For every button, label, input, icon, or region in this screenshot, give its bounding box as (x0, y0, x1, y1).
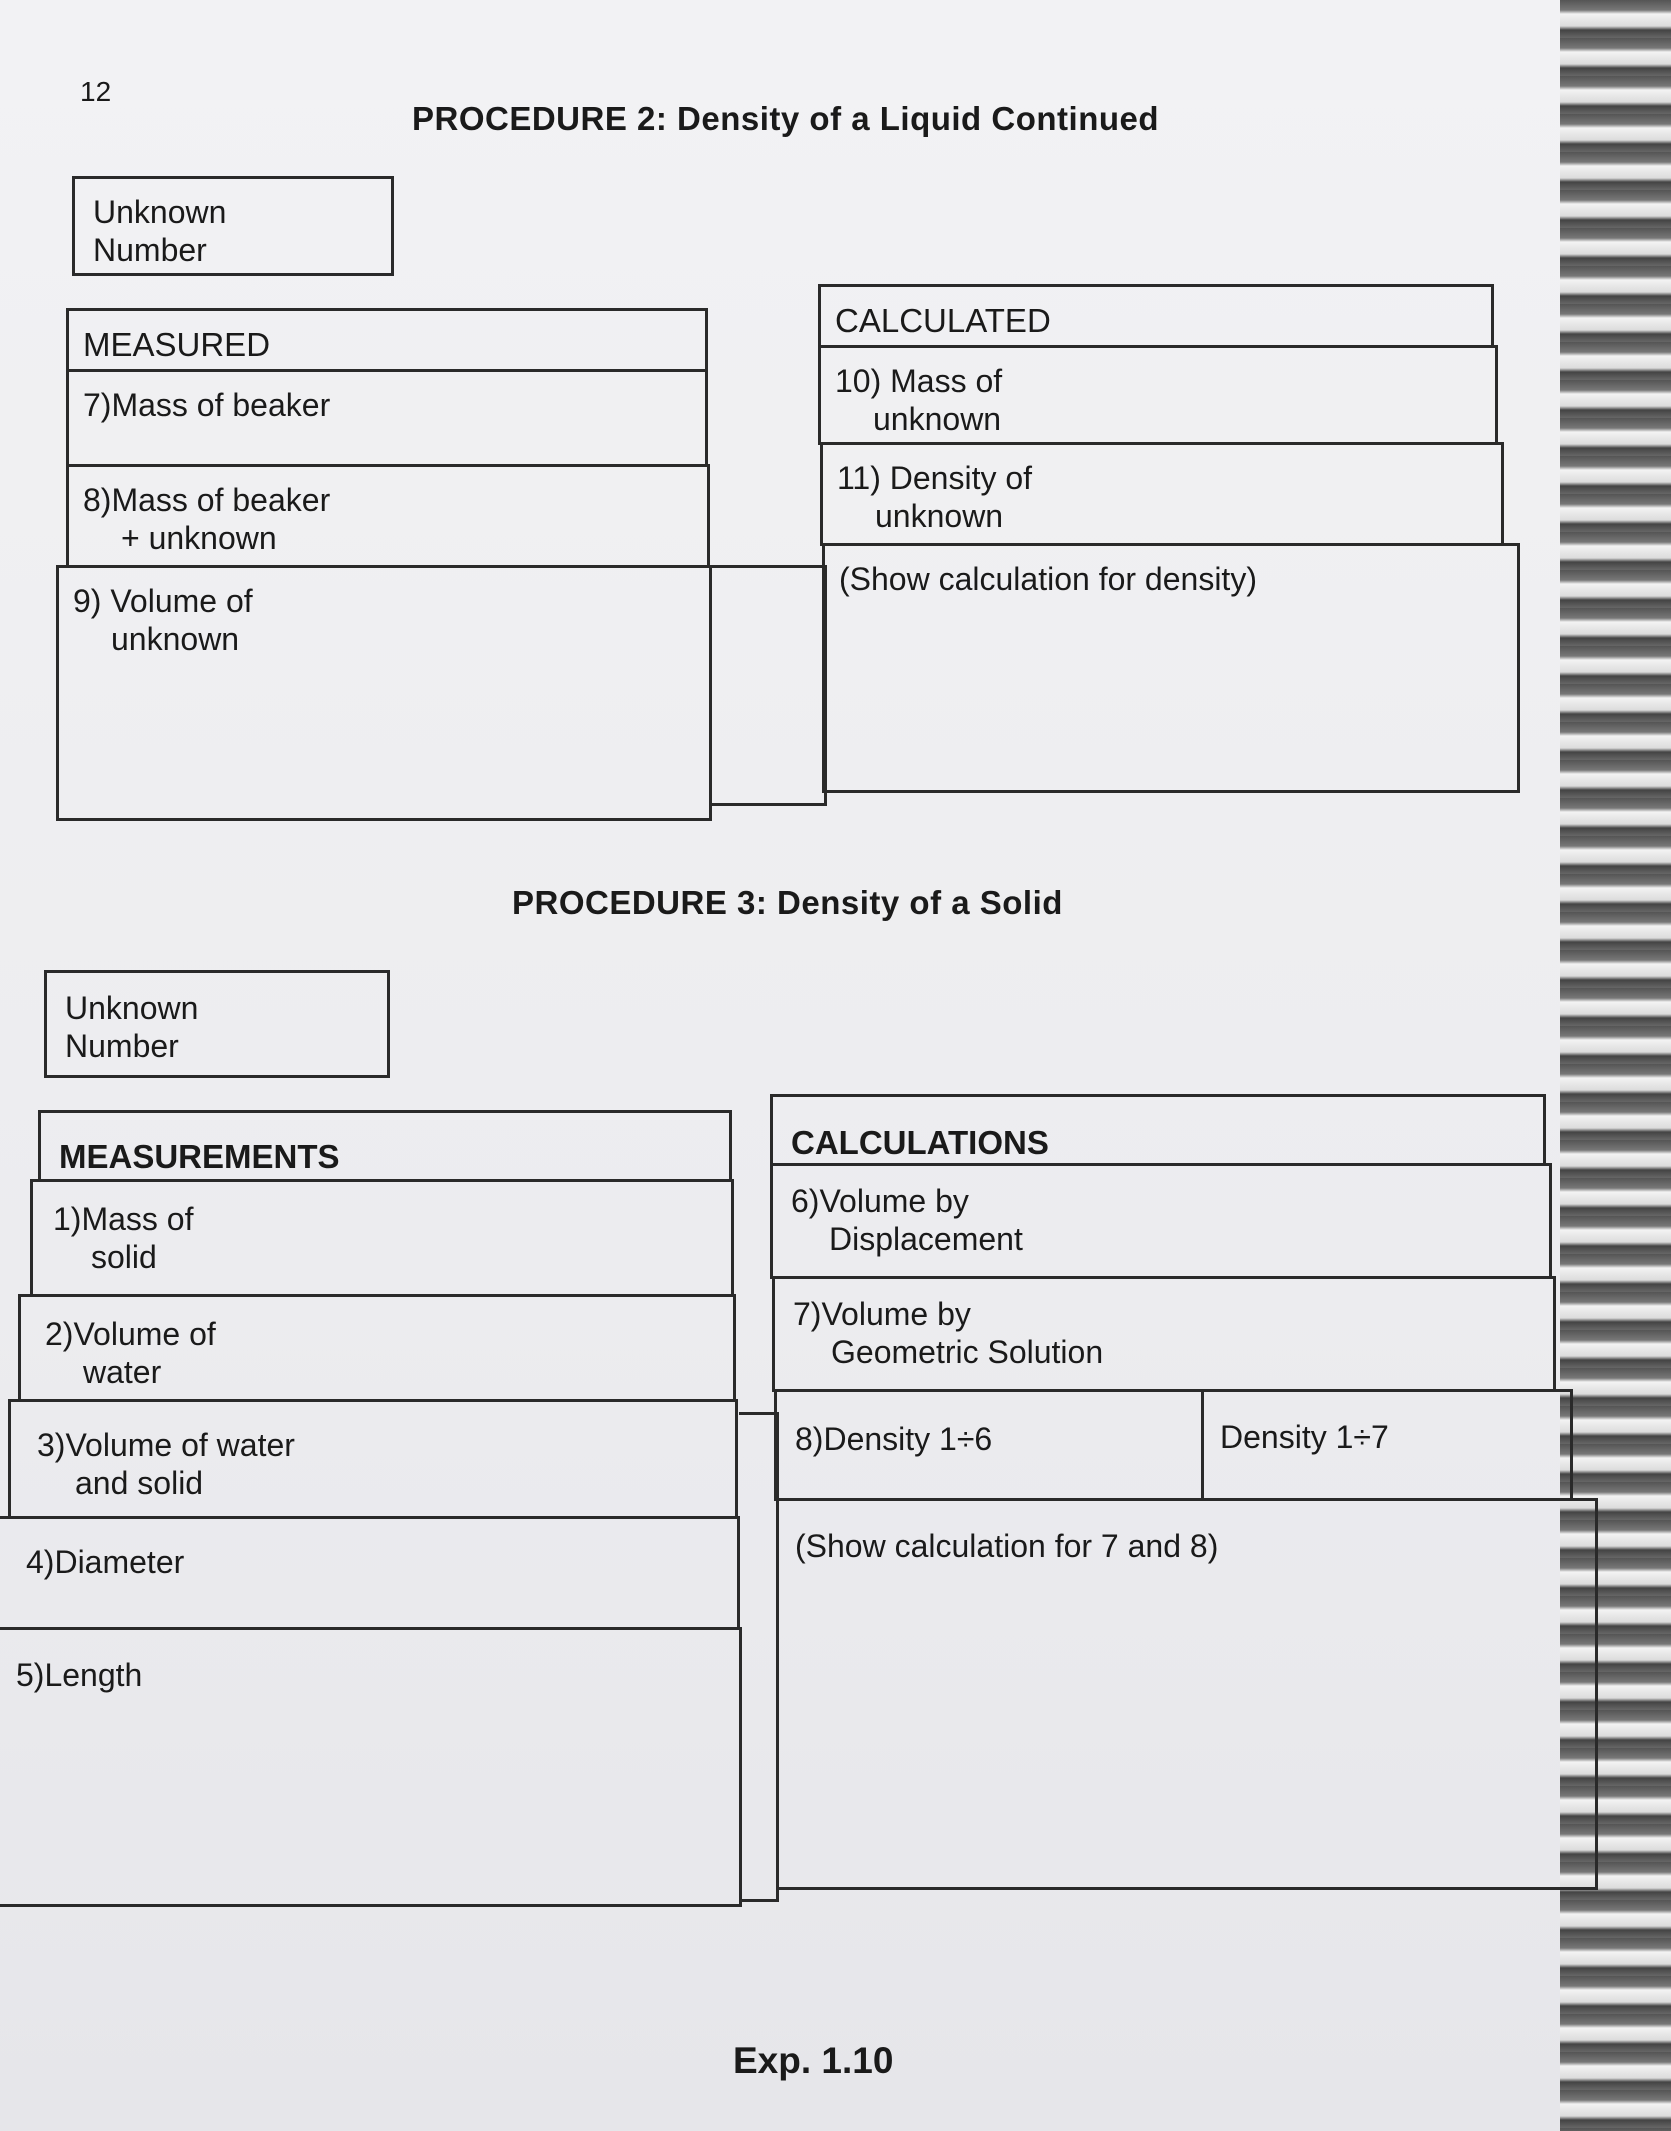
calculated-row-label-cont: unknown (875, 498, 1004, 535)
procedure-3-title: PROCEDURE 3: Density of a Solid (512, 884, 1063, 921)
measurements-row-diameter[interactable] (0, 1516, 740, 1630)
measurements-row-label: 4)Diameter (26, 1544, 185, 1580)
measurements-row-length[interactable] (0, 1627, 742, 1907)
measurements-row-volume-water[interactable] (18, 1294, 736, 1402)
density-calculation-area[interactable] (822, 543, 1520, 793)
measurements-row-volume-water-solid[interactable] (8, 1399, 738, 1519)
measurements-row-label-cont: solid (91, 1239, 157, 1276)
measured-row-label: 7)Mass of beaker (83, 387, 331, 423)
measured-row-label: 9) Volume of (73, 583, 253, 619)
measured-row-label-cont: + unknown (121, 520, 277, 557)
procedure-3-spacer-box (739, 1412, 779, 1902)
solid-density-calculation-area[interactable] (776, 1498, 1598, 1890)
density-1-6-label: 8)Density 1÷6 (795, 1421, 993, 1457)
procedure-2-title: PROCEDURE 2: Density of a Liquid Continued (412, 100, 1160, 137)
measurements-row-label-cont: water (83, 1354, 162, 1391)
unknown-label-line1: Unknown (93, 194, 227, 230)
calculated-row-density-unknown[interactable] (820, 442, 1504, 546)
measured-row-mass-beaker-unknown[interactable] (66, 464, 710, 568)
calculations-row-volume-displacement[interactable] (770, 1163, 1552, 1279)
show-calculation-label: (Show calculation for density) (839, 561, 1257, 597)
unknown-label-line2: Number (93, 232, 207, 269)
calculations-header: CALCULATIONS (770, 1094, 1546, 1166)
page-number: 12 (80, 76, 112, 107)
calculations-density-geometric[interactable] (1201, 1389, 1573, 1501)
calculated-header: CALCULATED (818, 284, 1494, 348)
calculations-density-displacement[interactable] (774, 1389, 1204, 1501)
measurements-row-mass-solid[interactable] (30, 1179, 734, 1297)
calculations-row-label-cont: Geometric Solution (831, 1334, 1104, 1371)
unknown-label-line1: Unknown (65, 990, 199, 1026)
calculated-row-label: 11) Density of (837, 460, 1033, 496)
calculations-row-volume-geometric[interactable] (772, 1276, 1556, 1392)
measurements-header: MEASUREMENTS (38, 1110, 732, 1182)
show-calculation-label: (Show calculation for 7 and 8) (795, 1528, 1219, 1564)
measurements-row-label: 3)Volume of water (37, 1427, 295, 1463)
density-1-7-label: Density 1÷7 (1220, 1419, 1389, 1455)
measurements-row-label: 5)Length (16, 1657, 143, 1693)
measured-row-label-cont: unknown (111, 621, 240, 658)
procedure-3-unknown-number-box[interactable] (44, 970, 390, 1078)
experiment-label: Exp. 1.10 (733, 2040, 894, 2081)
calculated-row-mass-unknown[interactable] (818, 345, 1498, 445)
measurements-row-label: 1)Mass of (53, 1201, 194, 1237)
measured-row-mass-beaker[interactable] (66, 369, 708, 467)
measurements-row-label: 2)Volume of (45, 1316, 216, 1352)
calculations-row-label: 6)Volume by (791, 1183, 969, 1219)
measurements-row-label-cont: and solid (75, 1465, 204, 1502)
calculated-row-label-cont: unknown (873, 401, 1002, 438)
measured-row-volume-unknown[interactable] (56, 565, 712, 821)
procedure-2-unknown-number-box[interactable] (72, 176, 394, 276)
measured-row-label: 8)Mass of beaker (83, 482, 331, 518)
calculations-row-label: 7)Volume by (793, 1296, 971, 1332)
calculations-row-label-cont: Displacement (829, 1221, 1023, 1258)
procedure-2-spacer-box (709, 565, 827, 806)
calculated-row-label: 10) Mass of (835, 363, 1003, 399)
unknown-label-line2: Number (65, 1028, 179, 1065)
measured-header: MEASURED (66, 308, 708, 372)
